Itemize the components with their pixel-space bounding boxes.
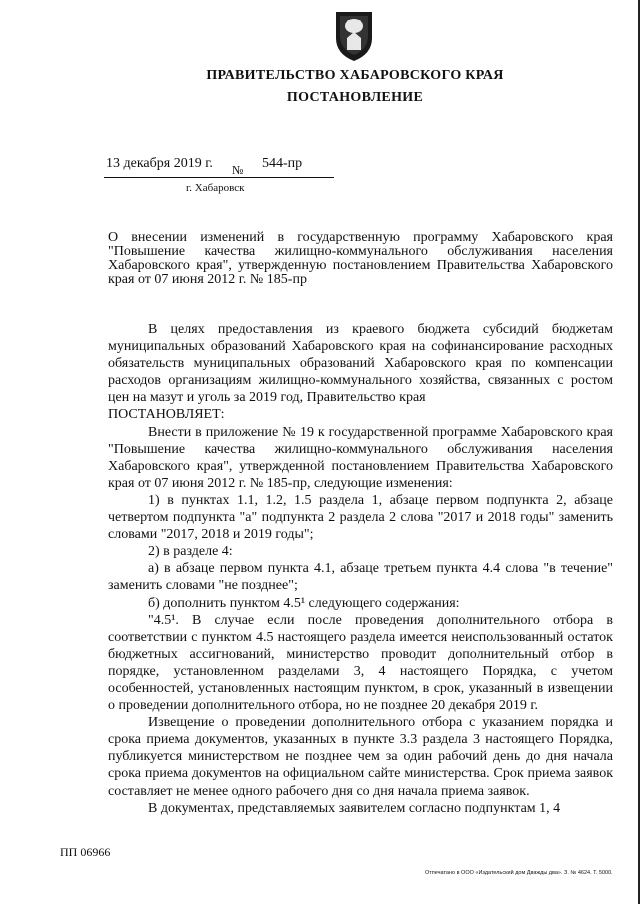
- government-name: ПРАВИТЕЛЬСТВО ХАБАРОВСКОГО КРАЯ: [206, 68, 504, 83]
- document-subject: О внесении изменений в государственную программу Хабаровского края "Повышение качества жилищно-коммунального обслуживания населения Хабаровского края", утвержденную постановлением Правительства Хабаровского края от 07 июня 2012 г. № 185-пр: [108, 230, 613, 287]
- document-body: [108, 321, 613, 817]
- paragraph-documents: В документах, представляемых заявителем согласно подпунктам 1, 4: [148, 800, 561, 816]
- number-label: №: [232, 163, 244, 177]
- document-number: 544-пр: [262, 156, 303, 171]
- date-underline: [104, 177, 230, 178]
- paragraph-item-2a: а) в абзаце первом пункта 4.1, абзаце третьем пункта 4.4 слова "в течение" заменить словами "не позднее";: [108, 561, 613, 594]
- paragraph-item-2b: б) дополнить пунктом 4.5¹ следующего содержания:: [148, 595, 460, 611]
- paragraph-main-change: Внести в приложение № 19 к государственной программе Хабаровского края "Повышение качества жилищно-коммунального обслуживания населения Хабаровского края", утвержденной постановлением Правительства Хабаровского края от 07 июня 2012 г. № 185-пр, следующие изменения:: [108, 424, 613, 491]
- paragraph-notice: Извещение о проведении дополнительного отбора с указанием порядка и срока приема документов, указанных в пункте 3.3 раздела 3 настоящего Порядка, публикуется министерством не позднее чем за один рабочий день до дня начала срока приема документов на официальном сайте министерства. Срок приема заявок составляет не менее одного рабочего дня со дня начала приема заявок.: [108, 715, 613, 799]
- coat-of-arms-emblem: [330, 8, 378, 64]
- document-type: ПОСТАНОВЛЕНИЕ: [286, 90, 424, 105]
- paragraph-item-1: 1) в пунктах 1.1, 1.2, 1.5 раздела 1, абзаце первом подпункта 2, абзаце четвертом подпункта "а" подпункта 2 раздела 2 слова "2017 и 2018 годы" заменить словами "2017, 2018 и 2019 годы";: [108, 492, 613, 543]
- paragraph-clause-4-5-1: "4.5¹. В случае если после проведения дополнительного отбора в соответствии с пунктом 4.5 настоящего раздела имеется неиспользованный остаток бюджетных ассигнований, министерство проводит дополнительный отбор в порядке, установленном разделами 3, 4 настоящего Порядка, с учетом особенностей, установленных настоящим пунктом, в срок, указанный в извещении о проведении дополнительного отбора, но не позднее 20 декабря 2019 г.: [108, 612, 613, 714]
- paragraph-resolves: ПОСТАНОВЛЯЕТ:: [108, 407, 225, 423]
- document-date: 13 декабря 2019 г.: [106, 156, 213, 171]
- paragraph-item-2: 2) в разделе 4:: [148, 544, 233, 560]
- document-code: ПП 06966: [60, 845, 111, 859]
- paragraph-preamble: В целях предоставления из краевого бюджета субсидий бюджетам муниципальных образований Хабаровского края на софинансирование расходных обязательств муниципальных образований Хабаровского края по компенсации расходов организациям жилищно-коммунального хозяйства, связанных с ростом цен на мазут и уголь за 2019 год, Правительство края: [108, 322, 613, 406]
- document-city: г. Хабаровск: [186, 182, 245, 194]
- printing-imprint: Отпечатано в ООО «Издательский дом Дважды два». З. № 4624. Т. 5000.: [425, 870, 613, 876]
- number-underline: [230, 177, 334, 178]
